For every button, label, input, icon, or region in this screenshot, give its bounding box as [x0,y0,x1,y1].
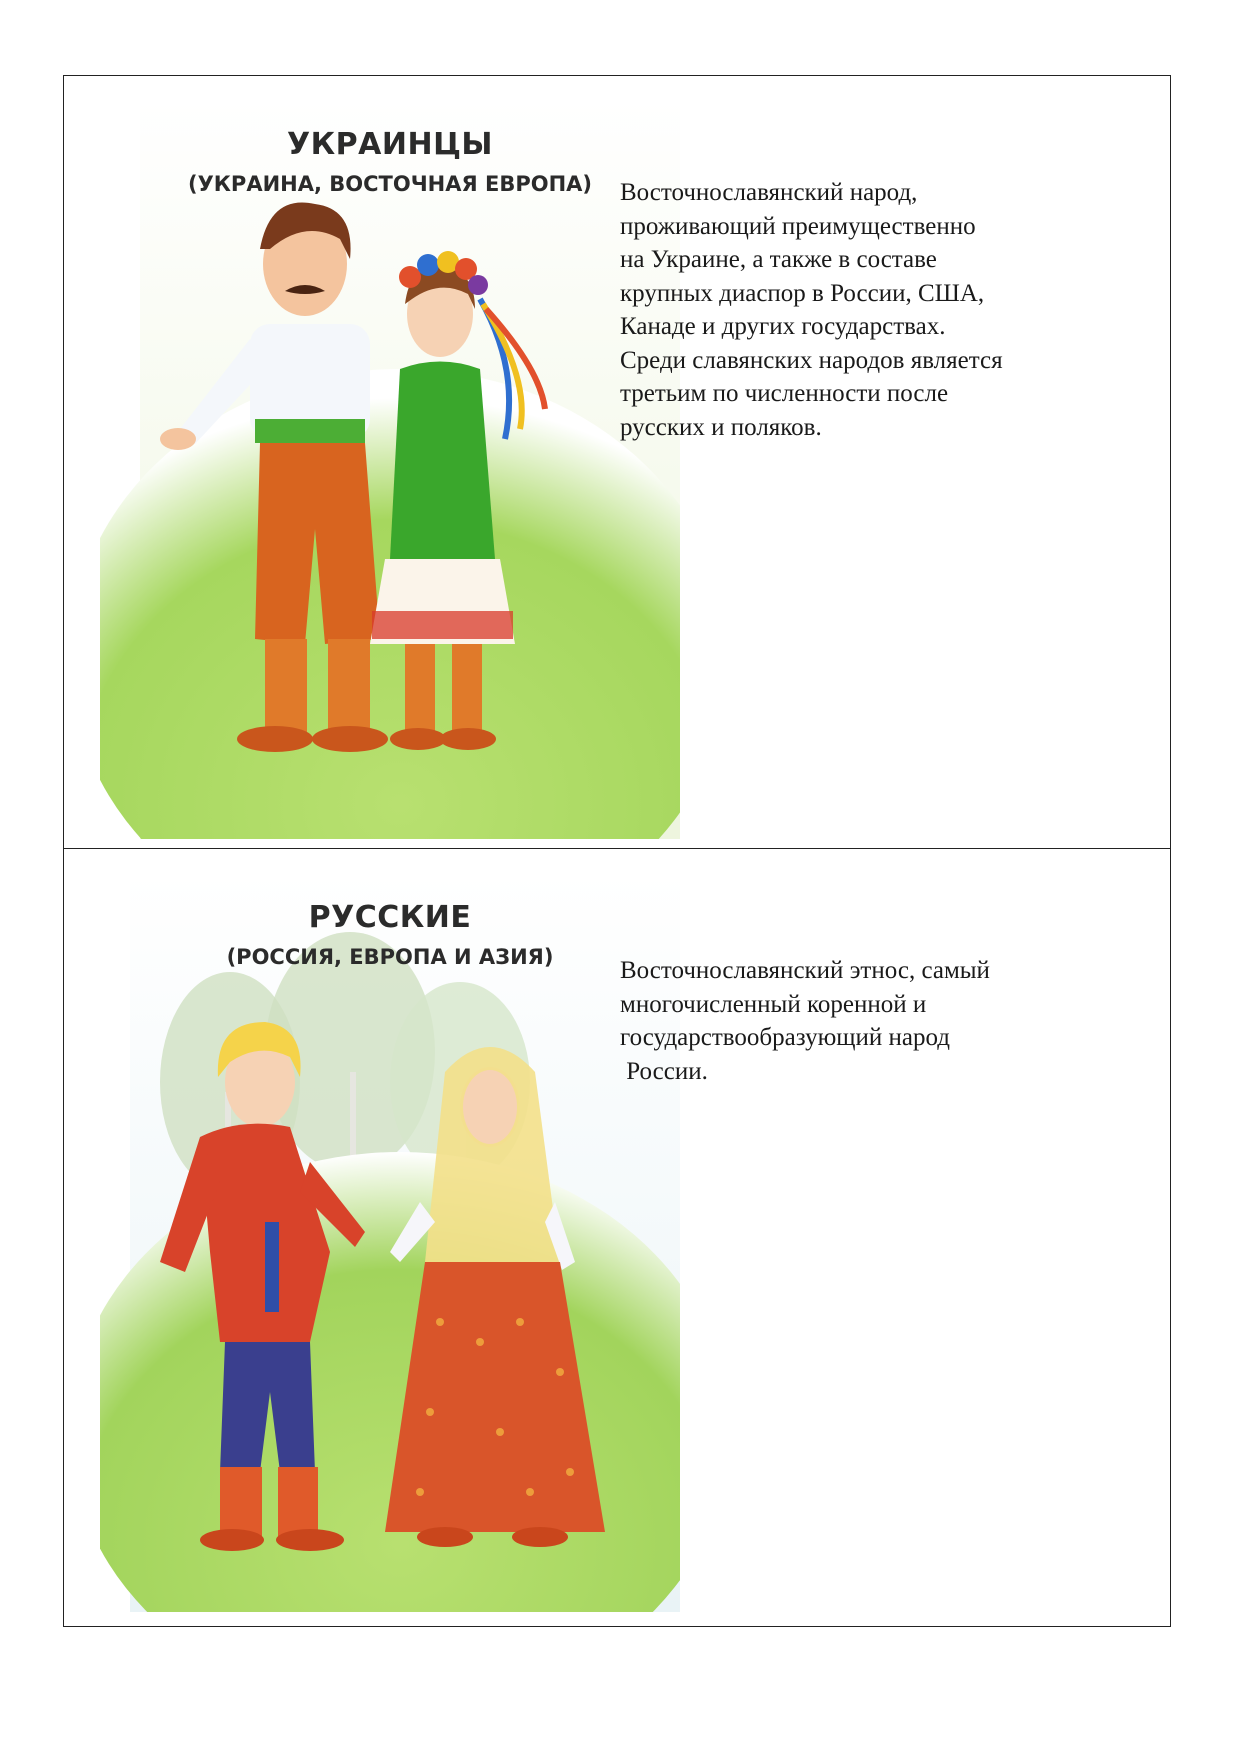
ukrainians-drawing [100,99,680,839]
description-line: на Украине, а также в составе [620,246,937,273]
description-line: Среди славянских народов является [620,346,1003,374]
description-line: крупных диаспор в России, США, [620,279,985,307]
description-line: государствообразующий народ [620,1024,950,1051]
description-line: Восточнославянский народ, [620,179,918,206]
card-subtitle: (РОССИЯ, ЕВРОПА И АЗИЯ) [226,945,554,969]
description-line: Восточнославянский этнос, самый [620,957,990,984]
russians-drawing [100,872,680,1612]
description-line: третьим по численности после [620,380,949,407]
card-ukrainians [64,76,1170,848]
page-frame [63,75,1171,1627]
card-title: РУССКИЕ [308,900,472,935]
description-line: проживающий преимущественно [620,212,976,240]
card-description [620,954,1060,1088]
ukrainians-illustration [100,99,680,839]
description-line: русских и поляков. [620,413,822,441]
russians-illustration [100,872,680,1612]
description-line: многочисленный коренной и [620,990,927,1018]
description-line: России. [620,1057,708,1085]
card-description [620,176,1060,444]
card-title: УКРАИНЦЫ [287,127,493,162]
description-line: Канаде и других государствах. [620,313,946,340]
card-russians [64,849,1170,1626]
card-subtitle: (УКРАИНА, ВОСТОЧНАЯ ЕВРОПА) [187,172,593,196]
